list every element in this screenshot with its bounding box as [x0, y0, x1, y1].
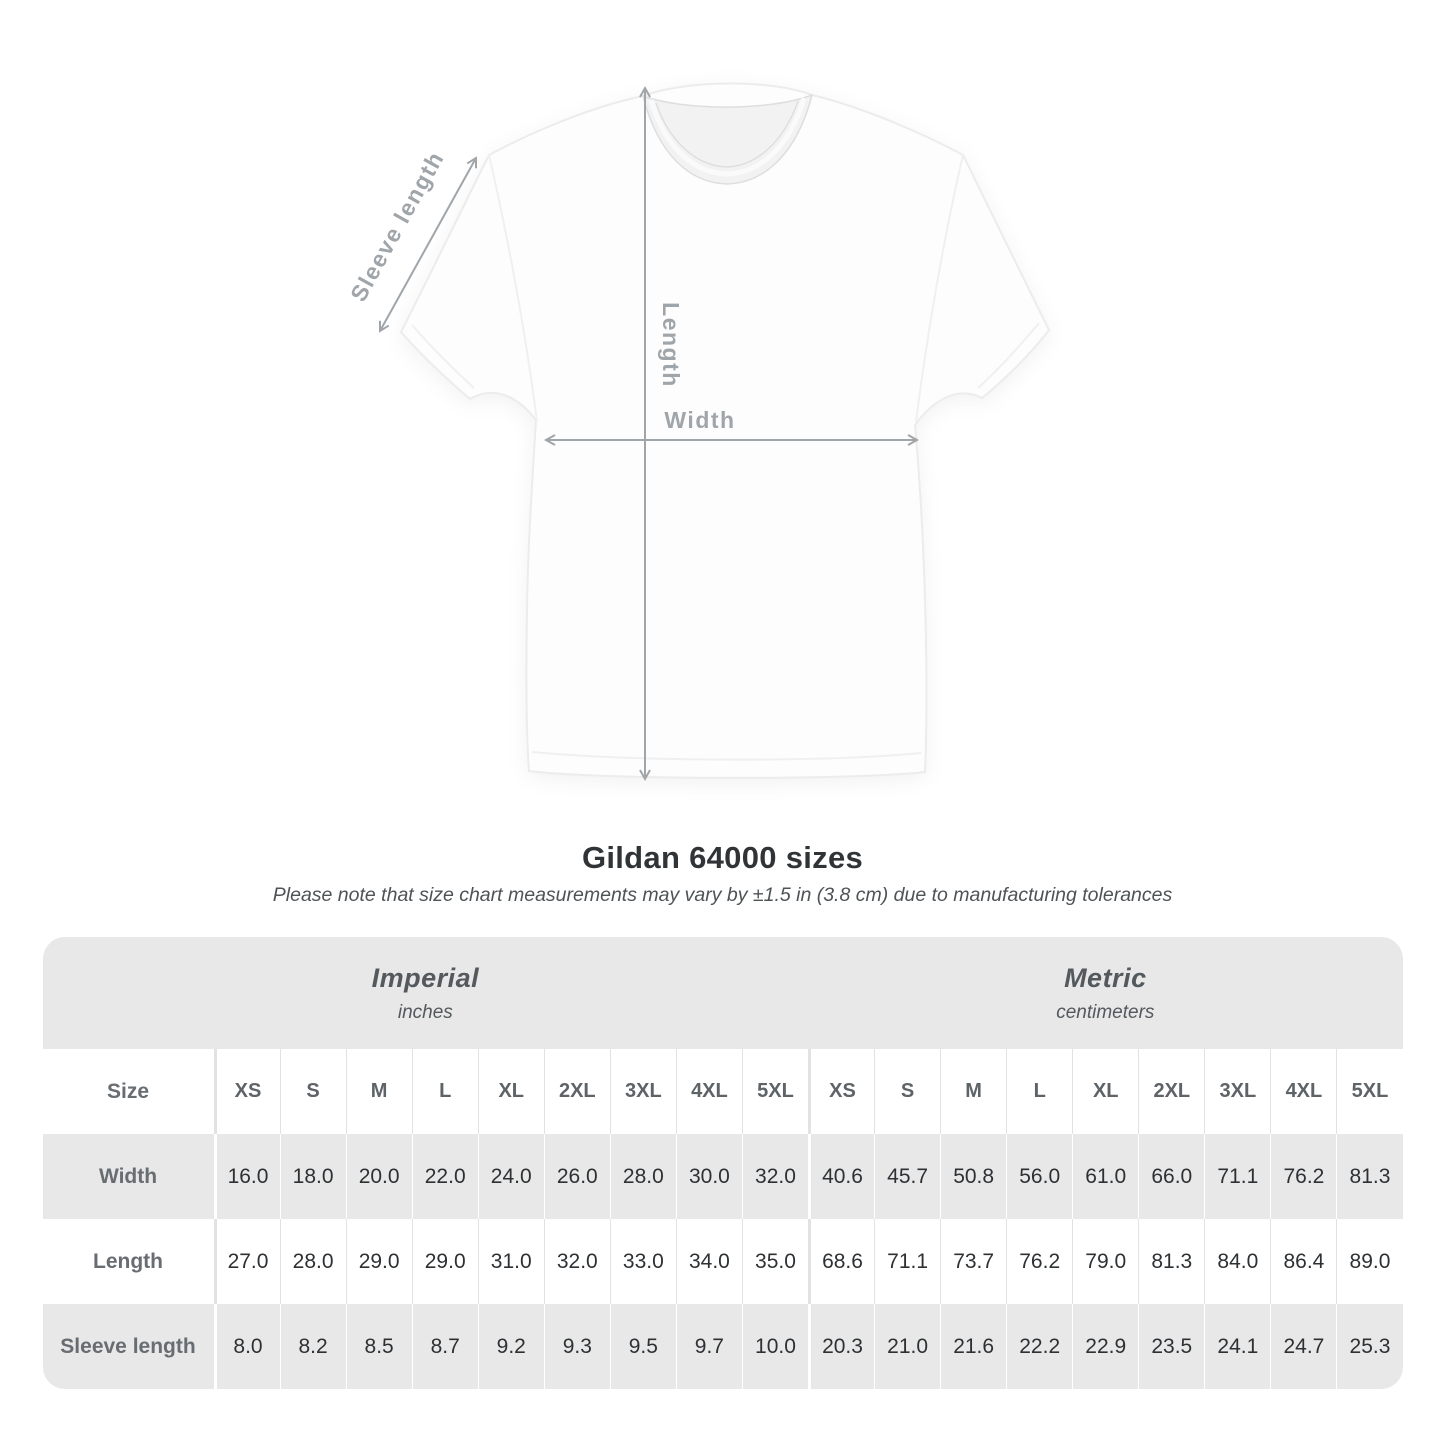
cell-sleeve-length-metric-4xl: 24.7	[1270, 1304, 1336, 1389]
cell-width-metric-xs: 40.6	[808, 1134, 874, 1219]
size-chart-table	[43, 937, 1403, 1389]
metric-label: Metric	[1064, 962, 1147, 993]
cell-length-metric-2xl: 81.3	[1138, 1219, 1204, 1304]
cell-width-imperial-m: 20.0	[346, 1134, 412, 1219]
cell-width-metric-s: 45.7	[874, 1134, 940, 1219]
cell-sleeve-length-imperial-4xl: 9.7	[676, 1304, 742, 1389]
size-header-imperial-3xl: 3XL	[610, 1049, 676, 1134]
cell-length-metric-4xl: 86.4	[1270, 1219, 1336, 1304]
size-header-imperial-4xl: 4XL	[676, 1049, 742, 1134]
length-label: Length	[658, 302, 684, 388]
cell-width-metric-m: 50.8	[940, 1134, 1006, 1219]
cell-width-imperial-xl: 24.0	[478, 1134, 544, 1219]
width-label: Width	[664, 407, 736, 433]
size-header-imperial-xs: XS	[214, 1049, 280, 1134]
cell-width-imperial-s: 18.0	[280, 1134, 346, 1219]
cell-length-imperial-xs: 27.0	[214, 1219, 280, 1304]
cell-length-metric-xl: 79.0	[1072, 1219, 1138, 1304]
cell-sleeve-length-imperial-3xl: 9.5	[610, 1304, 676, 1389]
cell-sleeve-length-imperial-l: 8.7	[412, 1304, 478, 1389]
cell-width-imperial-4xl: 30.0	[676, 1134, 742, 1219]
row-label-width: Width	[43, 1134, 214, 1219]
size-header-imperial-l: L	[412, 1049, 478, 1134]
cell-width-metric-4xl: 76.2	[1270, 1134, 1336, 1219]
size-header-imperial-m: M	[346, 1049, 412, 1134]
cell-width-metric-3xl: 71.1	[1204, 1134, 1270, 1219]
unit-group-imperial	[43, 937, 809, 1049]
unit-group-band	[43, 937, 1403, 1049]
cell-width-imperial-l: 22.0	[412, 1134, 478, 1219]
metric-unit-label: centimeters	[1056, 1001, 1155, 1023]
cell-width-metric-xl: 61.0	[1072, 1134, 1138, 1219]
imperial-label: Imperial	[371, 962, 480, 993]
cell-length-imperial-4xl: 34.0	[676, 1219, 742, 1304]
cell-width-imperial-5xl: 32.0	[742, 1134, 808, 1219]
cell-length-metric-xs: 68.6	[808, 1219, 874, 1304]
cell-length-metric-5xl: 89.0	[1336, 1219, 1402, 1304]
cell-length-imperial-5xl: 35.0	[742, 1219, 808, 1304]
cell-sleeve-length-metric-3xl: 24.1	[1204, 1304, 1270, 1389]
unit-group-metric	[808, 937, 1402, 1049]
cell-width-metric-l: 56.0	[1006, 1134, 1072, 1219]
size-header-imperial-2xl: 2XL	[544, 1049, 610, 1134]
cell-length-metric-3xl: 84.0	[1204, 1219, 1270, 1304]
size-row-label: Size	[43, 1049, 214, 1134]
size-header-metric-3xl: 3XL	[1204, 1049, 1270, 1134]
cell-length-imperial-3xl: 33.0	[610, 1219, 676, 1304]
cell-length-metric-l: 76.2	[1006, 1219, 1072, 1304]
cell-width-metric-2xl: 66.0	[1138, 1134, 1204, 1219]
cell-sleeve-length-metric-xs: 20.3	[808, 1304, 874, 1389]
cell-sleeve-length-metric-m: 21.6	[940, 1304, 1006, 1389]
size-header-imperial-5xl: 5XL	[742, 1049, 808, 1134]
cell-sleeve-length-metric-l: 22.2	[1006, 1304, 1072, 1389]
page-title: Gildan 64000 sizes	[581, 840, 864, 875]
size-header-metric-s: S	[874, 1049, 940, 1134]
cell-sleeve-length-metric-s: 21.0	[874, 1304, 940, 1389]
cell-width-imperial-xs: 16.0	[214, 1134, 280, 1219]
cell-length-imperial-xl: 31.0	[478, 1219, 544, 1304]
size-header-imperial-s: S	[280, 1049, 346, 1134]
size-header-metric-m: M	[940, 1049, 1006, 1134]
cell-sleeve-length-imperial-m: 8.5	[346, 1304, 412, 1389]
cell-length-imperial-s: 28.0	[280, 1219, 346, 1304]
cell-length-imperial-2xl: 32.0	[544, 1219, 610, 1304]
size-grid	[43, 1049, 1403, 1389]
cell-sleeve-length-metric-xl: 22.9	[1072, 1304, 1138, 1389]
row-label-sleeve-length: Sleeve length	[43, 1304, 214, 1389]
sleeve-length-label: Sleeve length	[344, 146, 450, 306]
cell-sleeve-length-imperial-5xl: 10.0	[742, 1304, 808, 1389]
cell-sleeve-length-imperial-xs: 8.0	[214, 1304, 280, 1389]
size-header-metric-l: L	[1006, 1049, 1072, 1134]
size-header-metric-xs: XS	[808, 1049, 874, 1134]
cell-length-metric-m: 73.7	[940, 1219, 1006, 1304]
tolerance-note: Please note that size chart measurements may vary by ±1.5 in (3.8 cm) due to manufacturing tolerances	[272, 884, 1173, 906]
cell-width-imperial-2xl: 26.0	[544, 1134, 610, 1219]
cell-width-imperial-3xl: 28.0	[610, 1134, 676, 1219]
size-header-metric-xl: XL	[1072, 1049, 1138, 1134]
size-header-imperial-xl: XL	[478, 1049, 544, 1134]
cell-sleeve-length-metric-2xl: 23.5	[1138, 1304, 1204, 1389]
cell-sleeve-length-imperial-xl: 9.2	[478, 1304, 544, 1389]
imperial-unit-label: inches	[397, 1001, 453, 1023]
cell-sleeve-length-imperial-s: 8.2	[280, 1304, 346, 1389]
cell-length-metric-s: 71.1	[874, 1219, 940, 1304]
cell-width-metric-5xl: 81.3	[1336, 1134, 1402, 1219]
size-header-metric-4xl: 4XL	[1270, 1049, 1336, 1134]
size-header-metric-2xl: 2XL	[1138, 1049, 1204, 1134]
size-header-metric-5xl: 5XL	[1336, 1049, 1402, 1134]
cell-sleeve-length-imperial-2xl: 9.3	[544, 1304, 610, 1389]
row-label-length: Length	[43, 1219, 214, 1304]
cell-length-imperial-m: 29.0	[346, 1219, 412, 1304]
cell-sleeve-length-metric-5xl: 25.3	[1336, 1304, 1402, 1389]
cell-length-imperial-l: 29.0	[412, 1219, 478, 1304]
